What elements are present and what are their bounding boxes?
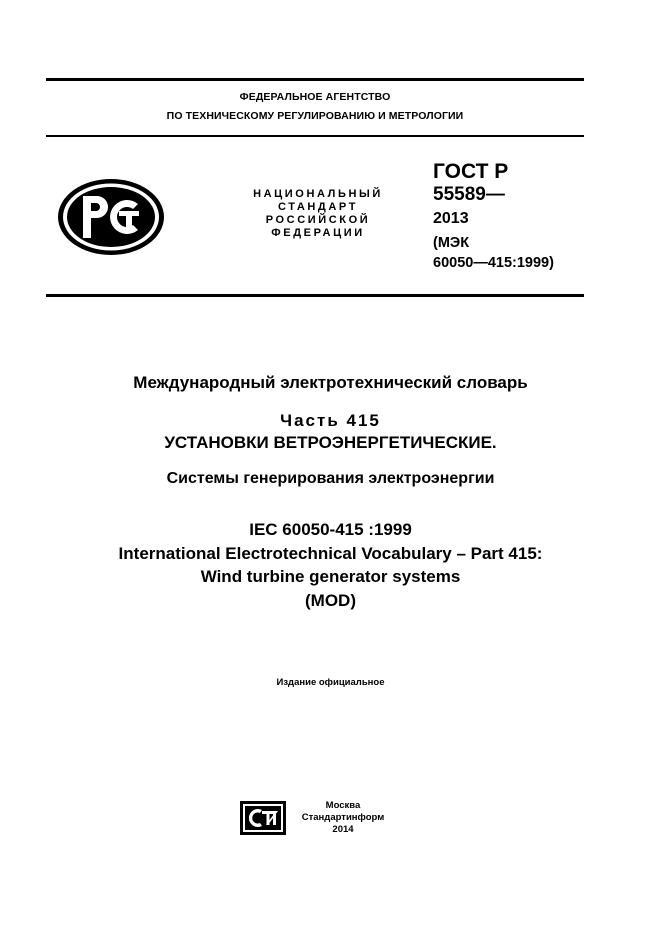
top-rule <box>46 78 584 81</box>
title-en-line3: Wind turbine generator systems <box>200 567 461 586</box>
gost-title: ГОСТ Р <box>433 160 509 183</box>
publisher-city: Москва <box>325 800 361 811</box>
national-standard-line1: НАЦИОНАЛЬНЫЙ <box>253 188 383 200</box>
edition-label: Издание официальное <box>276 677 385 688</box>
iec-reference-line1: (МЭК <box>433 235 470 251</box>
national-standard-line3: РОССИЙСКОЙ <box>265 214 371 226</box>
publisher-block <box>293 800 393 836</box>
agency-name-line2: ПО ТЕХНИЧЕСКОМУ РЕГУЛИРОВАНИЮ И МЕТРОЛОГИИ <box>166 110 464 122</box>
title-en-designation: IEC 60050-415 :1999 <box>249 520 412 539</box>
national-standard-label <box>238 188 398 240</box>
national-standard-line4: ФЕДЕРАЦИИ <box>271 227 365 239</box>
standartinform-emblem-icon <box>240 801 286 835</box>
publisher-year: 2014 <box>332 824 354 835</box>
bottom-rule <box>46 294 584 297</box>
title-ru-subtitle: Системы генерирования электроэнергии <box>166 470 495 487</box>
gost-number: 55589— <box>433 184 505 205</box>
title-ru-line3: УСТАНОВКИ ВЕТРОЭНЕРГЕТИЧЕСКИЕ. <box>164 433 497 452</box>
agency-name-line1: ФЕДЕРАЛЬНОЕ АГЕНТСТВО <box>239 91 391 103</box>
title-ru-part: Часть 415 <box>280 411 381 430</box>
standard-designation <box>433 160 554 272</box>
national-standard-line2: СТАНДАРТ <box>277 201 359 213</box>
gost-year: 2013 <box>433 210 469 227</box>
title-ru-line1: Международный электротехнический словарь <box>133 373 528 392</box>
publisher-name: Стандартинформ <box>301 812 385 823</box>
title-en-mod: (MOD) <box>305 591 356 610</box>
middle-rule <box>46 135 584 137</box>
title-en-line2: International Electrotechnical Vocabulary – Part 415: <box>118 544 543 563</box>
gost-r-emblem-icon <box>56 177 166 257</box>
iec-reference-line2: 60050—415:1999) <box>433 255 554 271</box>
